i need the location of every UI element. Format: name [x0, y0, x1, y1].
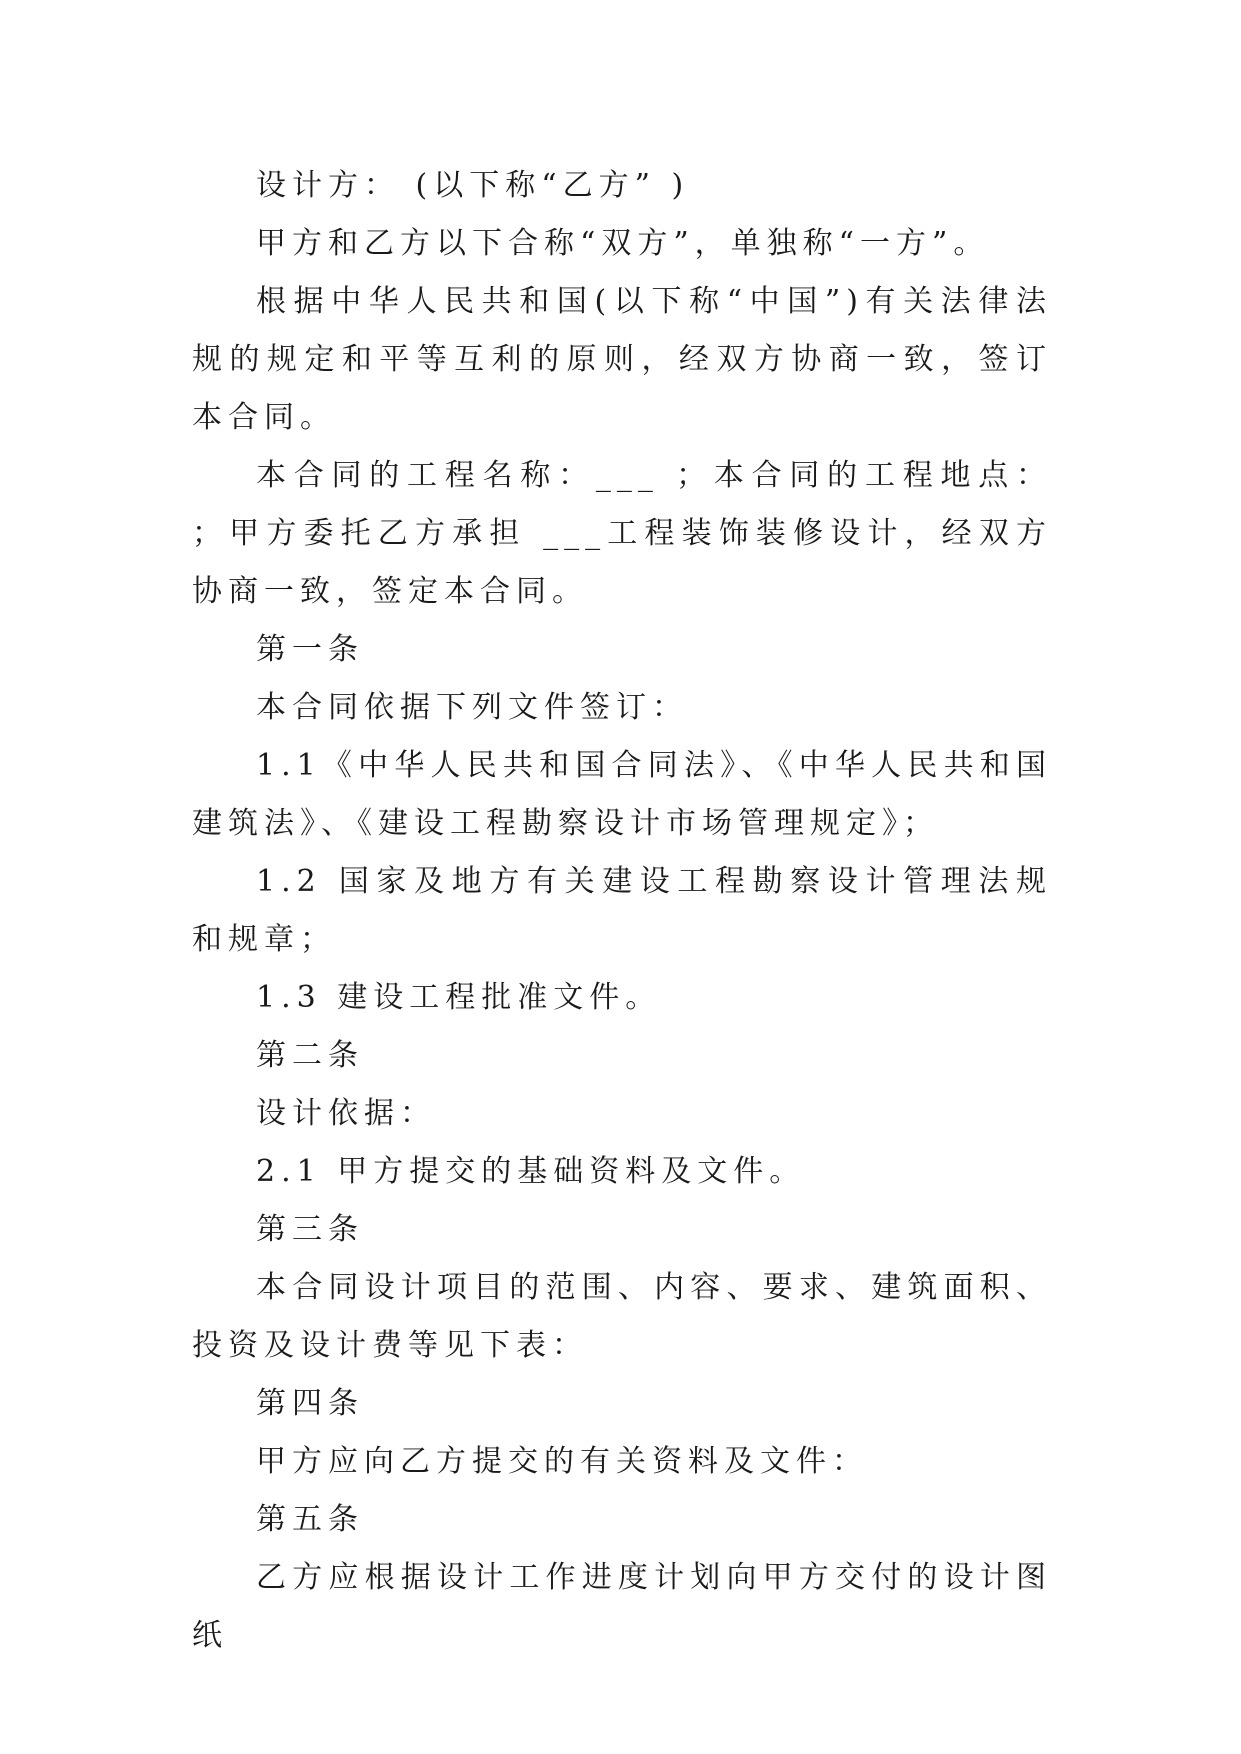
article-2-intro: 设计依据： — [256, 1096, 436, 1131]
paragraph-parties-definition: 甲方和乙方以下合称“双方”，单独称“一方”。 — [256, 226, 990, 261]
paragraph-legal-basis: 根据中华人民共和国(以下称“中国”)有关法律法规的规定和平等互利的原则，经双方协商一致，签订本合同。 — [192, 284, 1052, 435]
article-3-body: 本合同设计项目的范围、内容、要求、建筑面积、投资及设计费等见下表： — [192, 1270, 1052, 1363]
clause-1-2: 1.2 国家及地方有关建设工程勘察设计管理法规和规章； — [192, 864, 1052, 957]
article-4-body: 甲方应向乙方提交的有关资料及文件： — [256, 1444, 868, 1479]
article-4-heading: 第四条 — [256, 1386, 364, 1421]
contract-body — [192, 157, 1068, 1665]
article-1-intro: 本合同依据下列文件签订： — [256, 690, 688, 725]
article-1-heading: 第一条 — [256, 632, 364, 667]
article-2-heading: 第二条 — [256, 1038, 364, 1073]
clause-1-1: 1.1《中华人民共和国合同法》、《中华人民共和国建筑法》、《建设工程勘察设计市场管理规定》； — [192, 748, 1052, 841]
paragraph-project-info: 本合同的工程名称：___ ；本合同的工程地点： ；甲方委托乙方承担 ___工程装饰装修设计，经双方协商一致，签定本合同。 — [192, 458, 1068, 609]
article-3-heading: 第三条 — [256, 1212, 364, 1247]
article-5-heading: 第五条 — [256, 1502, 364, 1537]
clause-1-3: 1.3 建设工程批准文件。 — [256, 980, 662, 1015]
clause-2-1: 2.1 甲方提交的基础资料及文件。 — [256, 1154, 806, 1189]
article-5-body: 乙方应根据设计工作进度计划向甲方交付的设计图纸 — [192, 1560, 1052, 1653]
paragraph-designer-party: 设计方： (以下称“乙方” ) — [256, 168, 690, 203]
